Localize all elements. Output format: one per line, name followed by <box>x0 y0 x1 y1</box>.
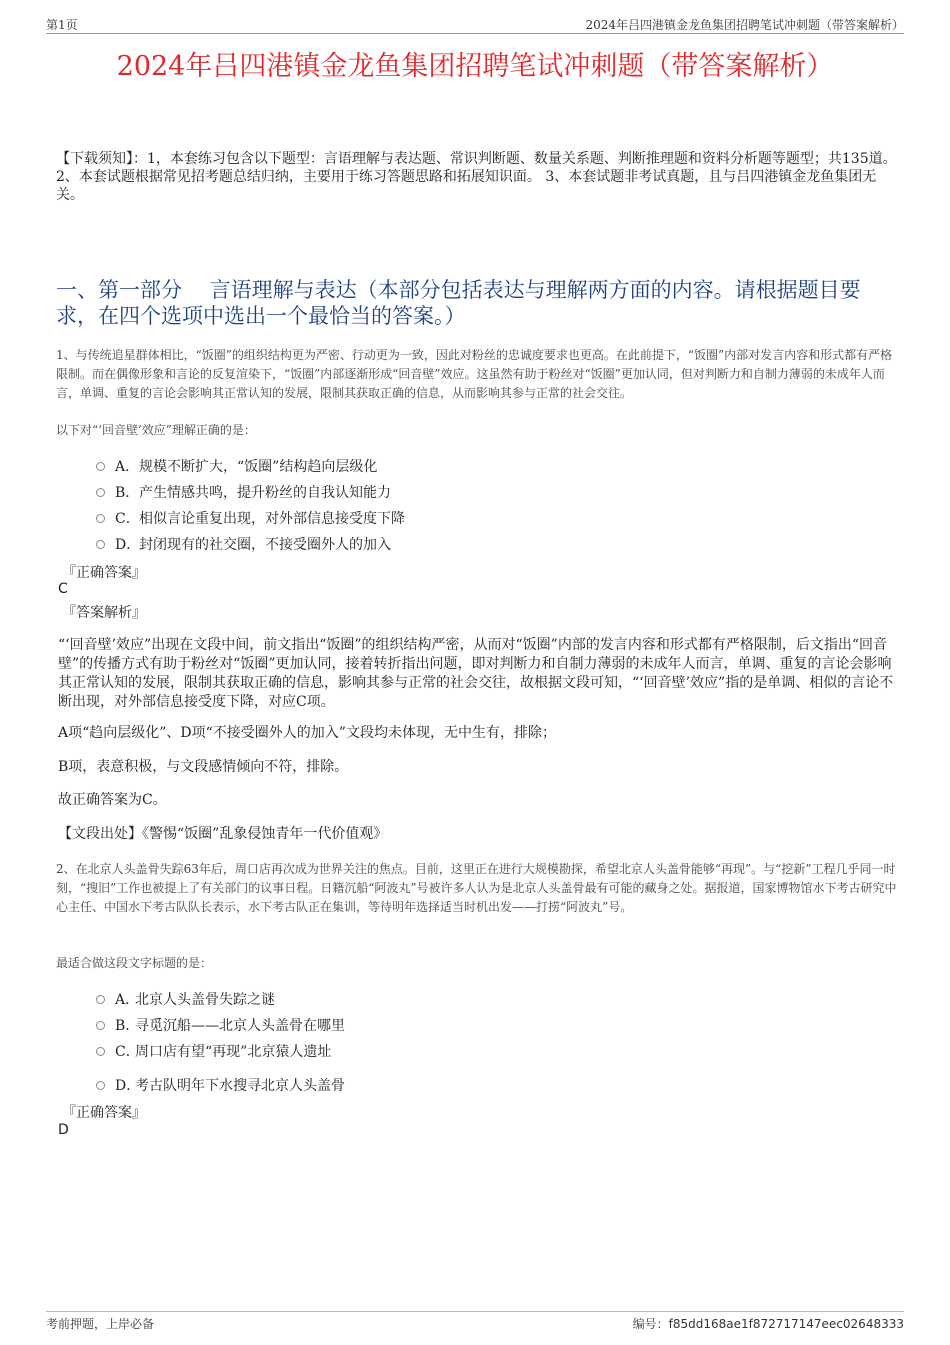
footer-divider <box>46 1311 904 1312</box>
radio-icon[interactable] <box>96 995 105 1004</box>
question-1-option-b[interactable]: B． 产生情感共鸣，提升粉丝的自我认知能力 <box>96 482 391 502</box>
question-2-prompt: 最适合做这段文字标题的是： <box>56 956 213 970</box>
footer-doc-id: 编号：f85dd168ae1f872717147eec02648333 <box>632 1317 904 1331</box>
question-1-answer-label: 『正确答案』 <box>62 565 146 581</box>
question-2-answer: D <box>58 1122 69 1138</box>
question-2-option-d[interactable]: D． 考古队明年下水搜寻北京人头盖骨 <box>96 1075 345 1095</box>
radio-icon[interactable] <box>96 514 105 523</box>
header-doc-title: 2024年吕四港镇金龙鱼集团招聘笔试冲刺题（带答案解析） <box>585 18 904 32</box>
download-notice: 【下载须知】：1，本套练习包含以下题型：言语理解与表达题、常识判断题、数量关系题、判断推理题和资料分析题等题型；共135道。 2、本套试题根据常见招考题总结归纳，主要用于练习答题思路和拓展知识面。 3、本套试题非考试真题，且与吕四港镇金龙鱼集团无关。 <box>56 151 897 203</box>
question-1-analysis-ad: A项“趋向层级化”、D项“不接受圈外人的加入”文段均未体现，无中生有，排除； <box>58 725 556 741</box>
question-1-analysis-main: “‘回音壁’效应”出现在文段中间，前文指出“饭圈”的组织结构严密，从而对“饭圈”内部的发言内容和形式都有严格限制，后文指出“回音壁”的传播方式有助于粉丝对“饭圈”更加认同，接着转折指出问题，即对判断力和自制力薄弱的未成年人而言，单调、重复的言论会影响其正常认知的发展，限制其获取正确的信息，影响其参与正常的社会交往，故根据文段可知，“‘回音壁’效应”指的是单调、相似的言论不断出现，对外部信息接受度下降，对应C项。 <box>58 637 894 710</box>
radio-icon[interactable] <box>96 1021 105 1030</box>
question-1-source: 【文段出处】《警惕“饭圈”乱象侵蚀青年一代价值观》 <box>58 826 388 842</box>
question-1-option-c[interactable]: C． 相似言论重复出现，对外部信息接受度下降 <box>96 508 405 528</box>
question-1-analysis-b: B项，表意积极，与文段感情倾向不符，排除。 <box>58 759 349 775</box>
section-heading: 一、第一部分 言语理解与表达（本部分包括表达与理解两方面的内容。请根据题目要求，在四个选项中选出一个最恰当的答案。） <box>56 278 861 328</box>
radio-icon[interactable] <box>96 540 105 549</box>
question-1-option-d[interactable]: D． 封闭现有的社交圈，不接受圈外人的加入 <box>96 534 391 554</box>
question-1-stem: 1、与传统追星群体相比，“饭圈”的组织结构更为严密、行动更为一致，因此对粉丝的忠诚度要求也更高。在此前提下，“饭圈”内部对发言内容和形式都有严格限制。而在偶像形象和言论的反复渲染下，“饭圈”内部逐渐形成“回音壁”效应。这虽然有助于粉丝对“饭圈”更加认同，但对判断力和自制力薄弱的未成年人而言，单调、重复的言论会影响其正常认知的发展，限制其获取正确的信息，从而影响其参与正常的社会交往。 <box>56 348 893 400</box>
footer-slogan: 考前押题，上岸必备 <box>46 1317 155 1331</box>
question-1-analysis-label: 『答案解析』 <box>62 605 146 621</box>
question-1-analysis-conclusion: 故正确答案为C。 <box>58 792 167 808</box>
radio-icon[interactable] <box>96 488 105 497</box>
radio-icon[interactable] <box>96 462 105 471</box>
question-2-answer-label: 『正确答案』 <box>62 1105 146 1121</box>
question-2-option-b[interactable]: B． 寻觅沉船——北京人头盖骨在哪里 <box>96 1015 345 1035</box>
radio-icon[interactable] <box>96 1081 105 1090</box>
page-title: 2024年吕四港镇金龙鱼集团招聘笔试冲刺题（带答案解析） <box>116 51 834 82</box>
question-1-prompt: 以下对“‘回音壁’效应”理解正确的是： <box>56 423 256 437</box>
question-1-answer: C <box>58 581 68 597</box>
question-1-option-a[interactable]: A． 规模不断扩大，“饭圈”结构趋向层级化 <box>96 456 377 476</box>
page-number: 第1页 <box>46 18 78 32</box>
question-2-stem: 2、在北京人头盖骨失踪63年后，周口店再次成为世界关注的焦点。目前，这里正在进行大规模勘探，希望北京人头盖骨能够“再现”。与“挖新”工程几乎同一时刻，“搜旧”工作也被提上了有关部门的议事日程。日籍沉船“阿波丸”号被许多人认为是北京人头盖骨最有可能的藏身之处。据报道，国家博物馆水下考古研究中心主任、中国水下考古队队长表示，水下考古队正在集训，等待明年选择适当时机出发——打捞“阿波丸”号。 <box>56 862 897 914</box>
radio-icon[interactable] <box>96 1047 105 1056</box>
header-divider <box>46 33 904 34</box>
question-2-option-c[interactable]: C． 周口店有望“再现”北京猿人遗址 <box>96 1041 331 1061</box>
question-2-option-a[interactable]: A． 北京人头盖骨失踪之谜 <box>96 989 275 1009</box>
